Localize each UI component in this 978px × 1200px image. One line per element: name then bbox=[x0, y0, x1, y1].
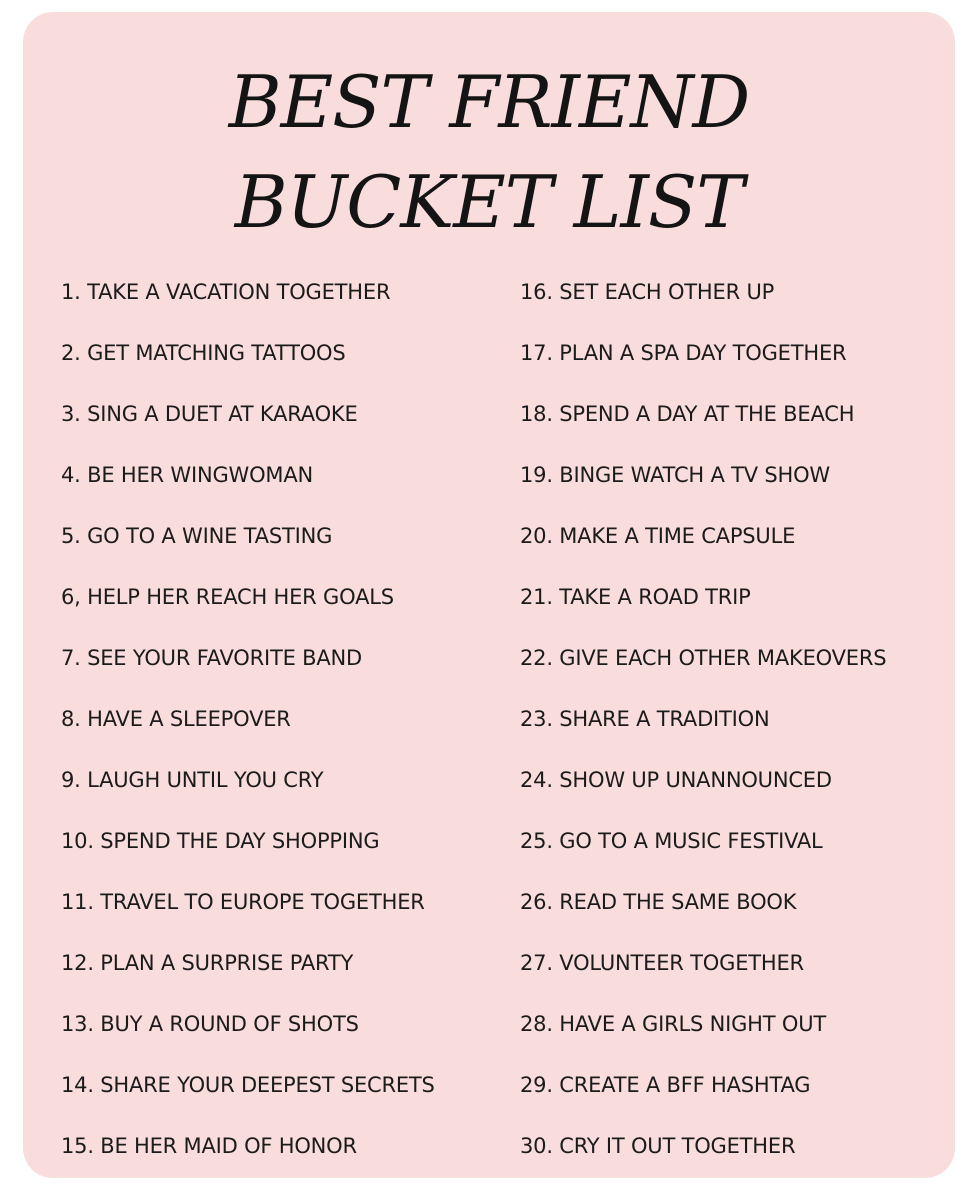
bucket-list-card bbox=[23, 12, 955, 1178]
list-item: 7. SEE YOUR FAVORITE BAND bbox=[61, 646, 363, 670]
list-item: 17. PLAN A SPA DAY TOGETHER bbox=[520, 341, 847, 365]
list-item: 20. MAKE A TIME CAPSULE bbox=[520, 524, 796, 548]
list-item: 30. CRY IT OUT TOGETHER bbox=[520, 1134, 796, 1158]
list-item: 19. BINGE WATCH A TV SHOW bbox=[520, 463, 831, 487]
list-item: 26. READ THE SAME BOOK bbox=[520, 890, 797, 914]
list-item: 18. SPEND A DAY AT THE BEACH bbox=[520, 402, 855, 426]
list-item: 24. SHOW UP UNANNOUNCED bbox=[520, 768, 832, 792]
list-item: 25. GO TO A MUSIC FESTIVAL bbox=[520, 829, 823, 853]
list-item: 9. LAUGH UNTIL YOU CRY bbox=[61, 768, 324, 792]
list-item: 16. SET EACH OTHER UP bbox=[520, 280, 775, 304]
list-item: 11. TRAVEL TO EUROPE TOGETHER bbox=[61, 890, 425, 914]
list-item: 10. SPEND THE DAY SHOPPING bbox=[61, 829, 380, 853]
list-item: 22. GIVE EACH OTHER MAKEOVERS bbox=[520, 646, 887, 670]
list-item: 23. SHARE A TRADITION bbox=[520, 707, 770, 731]
list-item: 13. BUY A ROUND OF SHOTS bbox=[61, 1012, 359, 1036]
bucket-list-right-column bbox=[520, 277, 886, 1192]
title-line-1: BEST FRIEND bbox=[228, 60, 750, 144]
list-item: 27. VOLUNTEER TOGETHER bbox=[520, 951, 804, 975]
bucket-list-left-column bbox=[61, 277, 435, 1192]
list-item: 28. HAVE A GIRLS NIGHT OUT bbox=[520, 1012, 826, 1036]
list-item: 6, HELP HER REACH HER GOALS bbox=[61, 585, 394, 609]
page-title bbox=[23, 52, 955, 252]
list-item: 5. GO TO A WINE TASTING bbox=[61, 524, 333, 548]
list-item: 1. TAKE A VACATION TOGETHER bbox=[61, 280, 391, 304]
title-line-2: BUCKET LIST bbox=[234, 160, 744, 244]
list-item: 4. BE HER WINGWOMAN bbox=[61, 463, 314, 487]
list-item: 14. SHARE YOUR DEEPEST SECRETS bbox=[61, 1073, 435, 1097]
list-item: 8. HAVE A SLEEPOVER bbox=[61, 707, 291, 731]
list-item: 29. CREATE A BFF HASHTAG bbox=[520, 1073, 811, 1097]
list-item: 2. GET MATCHING TATTOOS bbox=[61, 341, 346, 365]
list-item: 12. PLAN A SURPRISE PARTY bbox=[61, 951, 354, 975]
list-item: 21. TAKE A ROAD TRIP bbox=[520, 585, 751, 609]
list-item: 3. SING A DUET AT KARAOKE bbox=[61, 402, 358, 426]
list-item: 15. BE HER MAID OF HONOR bbox=[61, 1134, 357, 1158]
